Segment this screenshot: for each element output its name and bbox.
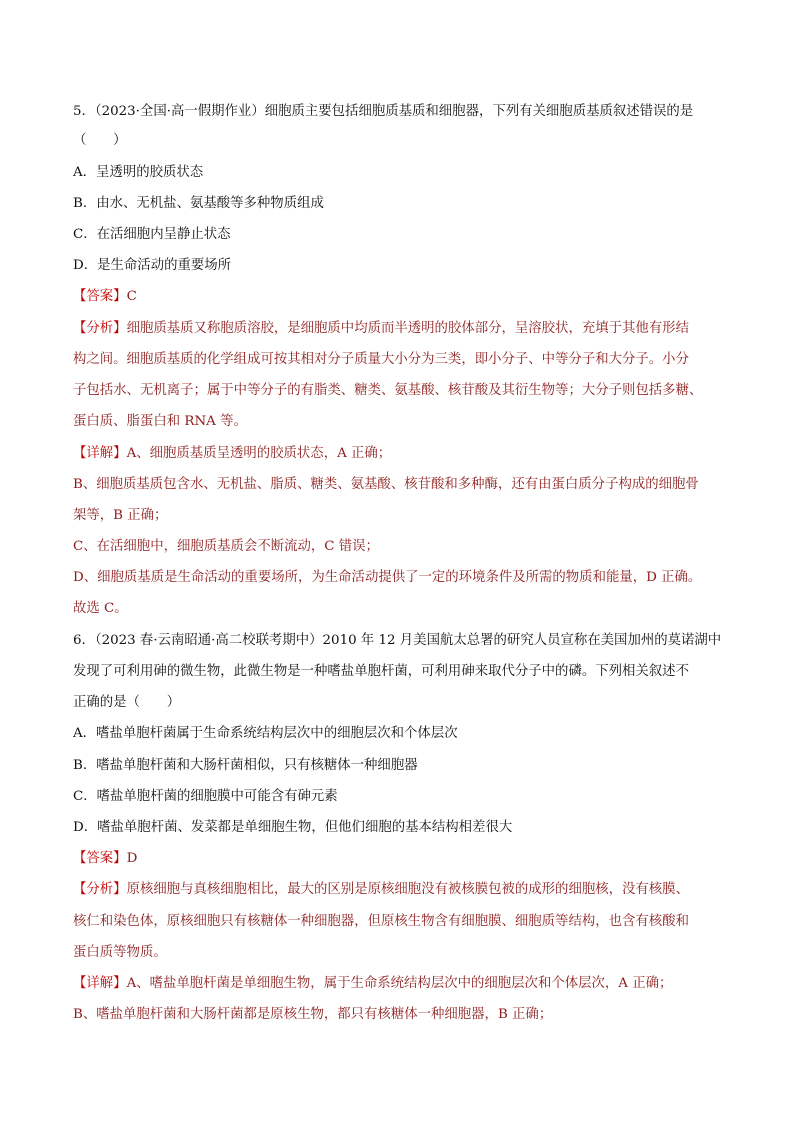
q6-analysis-line-1 (73, 882, 689, 898)
q5-option-c: C．在活细胞内呈静止状态 (73, 227, 231, 242)
q5-answer (73, 289, 137, 305)
q6-detail-tag: 【详解】 (73, 976, 127, 991)
q5-detail-tag: 【详解】 (73, 446, 127, 461)
q5-detail-line-5: D、细胞质基质是生命活动的重要场所，为生命活动提供了一定的环境条件及所需的物质和能量，D 正确。 (73, 570, 702, 585)
q6-option-d: D．嗜盐单胞杆菌、发菜都是单细胞生物，但他们细胞的基本结构相差很大 (73, 820, 513, 835)
q6-stem-line-2: 发现了可利用砷的微生物，此微生物是一种嗜盐单胞杆菌，可利用砷来取代分子中的磷。下列相关叙述不 (73, 664, 689, 679)
q6-analysis-text-1: 原核细胞与真核细胞相比，最大的区别是原核细胞没有被核膜包被的成形的细胞核，没有核膜、 (126, 882, 689, 897)
q5-option-b: B．由水、无机盐、氨基酸等多种物质组成 (73, 196, 324, 211)
q6-answer (73, 851, 137, 867)
q5-analysis-line-2: 构之间。细胞质基质的化学组成可按其相对分子质量大小分为三类，即小分子、中等分子和大分子。小分 (73, 352, 689, 367)
q6-detail-line-2: B、嗜盐单胞杆菌和大肠杆菌都是原核生物，都只有核糖体一种细胞器，B 正确； (73, 1007, 553, 1022)
q6-option-c: C．嗜盐单胞杆菌的细胞膜中可能含有砷元素 (73, 789, 338, 804)
q5-detail-line-2: B、细胞质基质包含水、无机盐、脂质、糖类、氨基酸、核苷酸和多种酶，还有由蛋白质分子构成的细胞骨 (73, 477, 699, 492)
q5-analysis-line-3: 子包括水、无机离子；属于中等分子的有脂类、糖类、氨基酸、核苷酸及其衍生物等；大分子则包括多糖、 (73, 383, 703, 398)
q6-analysis-tag: 【分析】 (73, 882, 127, 897)
q5-option-d: D．是生命活动的重要场所 (73, 258, 232, 273)
q5-detail-line-4: C、在活细胞中，细胞质基质会不断流动，C 错误； (73, 539, 379, 554)
q5-detail-line-6: 故选 C。 (73, 601, 128, 616)
q5-stem-line-1: 5．（2023·全国·高一假期作业）细胞质主要包括细胞质基质和细胞器，下列有关细胞质基质叙述错误的是 (73, 104, 694, 119)
q5-analysis-line-4: 蛋白质、脂蛋白和 RNA 等。 (73, 414, 247, 429)
q5-analysis-text-1: 细胞质基质又称胞质溶胶，是细胞质中均质而半透明的胶体部分，呈溶胶状，充填于其他有形结 (126, 321, 689, 336)
q6-option-a: A．嗜盐单胞杆菌属于生命系统结构层次中的细胞层次和个体层次 (73, 726, 458, 741)
q6-detail-text-1: A、嗜盐单胞杆菌是单细胞生物，属于生命系统结构层次中的细胞层次和个体层次，A 正确； (126, 976, 673, 991)
q5-analysis-tag: 【分析】 (73, 321, 127, 336)
q6-analysis-line-2: 核仁和染色体，原核细胞只有核糖体一种细胞器，但原核生物含有细胞膜、细胞质等结构，也含有核酸和 (73, 914, 689, 929)
q6-analysis-line-3: 蛋白质等物质。 (73, 945, 167, 960)
q6-stem-line-1: 6．（2023 春·云南昭通·高二校联考期中）2010 年 12 月美国航太总署的研究人员宣称在美国加州的莫诺湖中 (73, 633, 722, 648)
q5-detail-text-1: A、细胞质基质呈透明的胶质状态，A 正确； (126, 446, 392, 461)
q5-stem-line-2: （ ） (73, 133, 127, 148)
q5-detail-line-3: 架等，B 正确； (73, 508, 168, 523)
q6-option-b: B．嗜盐单胞杆菌和大肠杆菌相似，只有核糖体一种细胞器 (73, 758, 418, 773)
q6-stem-line-3: 正确的是（ ） (73, 695, 181, 710)
q5-detail-line-1 (73, 446, 391, 462)
q6-answer-tag: 【答案】 (73, 851, 127, 866)
q6-answer-value: D (126, 851, 138, 866)
q5-answer-value: C (126, 289, 137, 304)
q5-option-a: A．呈透明的胶质状态 (73, 165, 204, 180)
q5-analysis-line-1 (73, 321, 689, 337)
q5-answer-tag: 【答案】 (73, 289, 127, 304)
q6-detail-line-1 (73, 976, 672, 992)
